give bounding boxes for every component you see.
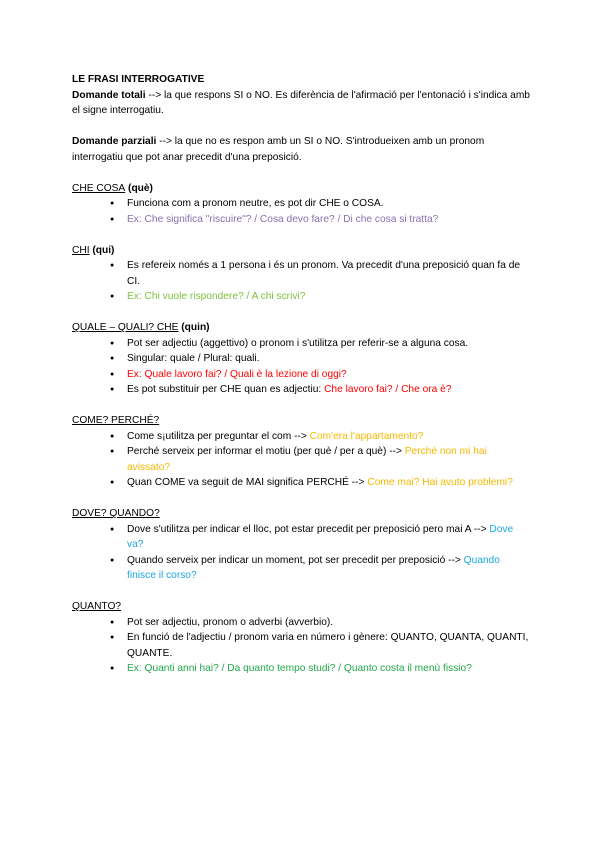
example-text: Come mai? Hai avuto problemi?	[367, 477, 513, 488]
section-heading-quale	[72, 320, 530, 336]
heading-quale: QUALE – QUALI? CHE	[72, 322, 179, 333]
section-heading-quanto	[72, 599, 530, 615]
list-item: ● Es refereix només a 1 persona i és un pronom. Va precedit d'una preposició quan fa de CI.	[72, 258, 530, 289]
intro-totali	[72, 88, 530, 119]
totali-label: Domande totali	[72, 89, 146, 101]
list-item: ● Funciona com a pronom neutre, es pot dir CHE o COSA.	[72, 196, 530, 212]
list-item: ● Pot ser adjectiu, pronom o adverbi (avverbio).	[72, 615, 530, 631]
list-dove	[72, 522, 530, 584]
item-text: Quan COME va seguit de MAI significa PERCHÉ -->	[127, 477, 368, 488]
example-text: Quando finisce il corso?	[127, 554, 500, 581]
parziali-text: --> la que no es respon amb un SI o NO. S'introdueixen amb un pronom interrogatiu que pot anar precedit d'una preposició.	[72, 136, 485, 163]
list-item	[72, 382, 530, 398]
list-item	[72, 522, 530, 553]
heading-chi: CHI	[72, 244, 90, 256]
item-text: Dove s'utilitza per indicar el lloc, pot estar precedit per preposició pero mai A -->	[127, 523, 490, 535]
heading-dove: DOVE? QUANDO?	[72, 508, 160, 519]
list-chi	[72, 258, 530, 305]
list-item: ● Singular: quale / Plural: quali.	[72, 351, 530, 367]
example-item: ● Ex: Chi vuole rispondere? / A chi scrivi?	[72, 289, 530, 305]
item-text: Come s¡utilitza per preguntar el com -->	[127, 430, 310, 442]
list-quanto	[72, 615, 530, 677]
example-text: Perché non mi hai avissato?	[127, 446, 487, 473]
example-text: Com'era l'appartamento?	[309, 430, 424, 442]
heading-come: COME? PERCHÉ?	[72, 415, 160, 426]
heading-quale-q: (quin)	[178, 322, 210, 333]
list-item	[72, 444, 530, 475]
list-item: ● En funció de l'adjectiu / pronom varia en número i gènere: QUANTO, QUANTA, QUANTI, QUANTE.	[72, 630, 530, 661]
heading-quanto: QUANTO?	[72, 601, 122, 612]
heading-checosa-q: (què)	[125, 182, 153, 194]
heading-checosa: CHE COSA	[72, 182, 126, 194]
item-text: Quando serveix per indicar un moment, pot ser precedit per preposició -->	[127, 554, 464, 566]
list-item	[72, 429, 530, 445]
example-item: ● Ex: Quale lavoro fai? / Quali è la lezione di oggi?	[72, 367, 530, 383]
list-item: ● Pot ser adjectiu (aggettivo) o pronom i s'utilitza per referir-se a alguna cosa.	[72, 336, 530, 352]
list-item	[72, 475, 530, 491]
totali-text: --> la que respons SI o NO. Es diferència de l'afirmació per l'entonació i s'indica amb el signe interrogatiu.	[72, 89, 530, 116]
document-title: LE FRASI INTERROGATIVE	[72, 74, 205, 85]
list-item	[72, 553, 530, 584]
section-heading-chi	[72, 243, 530, 259]
item-text: Perché serveix per informar el motiu (per què / per a què) -->	[127, 446, 405, 457]
intro-parziali	[72, 134, 530, 165]
section-heading-come	[72, 413, 530, 429]
list-come	[72, 429, 530, 491]
document-page	[72, 72, 530, 677]
example-item: ● Ex: Quanti anni hai? / Da quanto tempo studi? / Quanto costa il menù fissio?	[72, 661, 530, 677]
section-heading-checosa	[72, 181, 530, 197]
example-item: ● Ex: Che significa "riscuire"? / Cosa devo fare? / Di che cosa si tratta?	[72, 212, 530, 228]
list-quale	[72, 336, 530, 398]
section-heading-dove	[72, 506, 530, 522]
example-text: Che lavoro fai? / Che ora è?	[324, 384, 452, 395]
parziali-label: Domande parziali	[72, 136, 157, 147]
heading-chi-q: (qui)	[89, 244, 115, 256]
item-text: Es pot substituir per CHE quan es adjectiu:	[127, 384, 325, 395]
example-text: Dove va?	[127, 523, 514, 550]
list-checosa	[72, 196, 530, 227]
